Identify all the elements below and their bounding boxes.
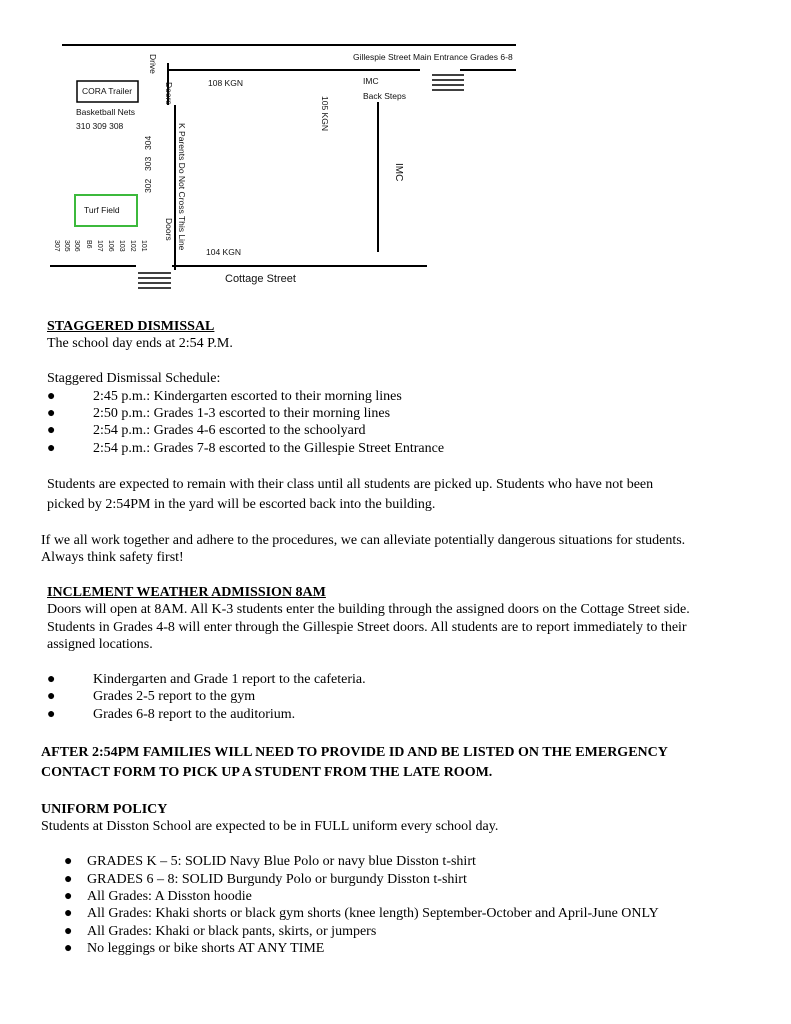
school-map [40,30,530,305]
pickup-note-line: picked by 2:54PM in the yard will be escorted back into the building. [47,497,436,512]
safety-line: Always think safety first! [41,550,184,566]
list-item: ● GRADES 6 – 8: SOLID Burgundy Polo or burgundy Disston t-shirt [64,871,467,887]
basketball-nets-label: Basketball Nets [76,107,136,117]
safety-note [41,532,685,567]
safety-line: If we all work together and adhere to the procedures, we can alleviate potentially dangerous situations for students. [41,533,686,548]
room-bottom-label: 103 [118,240,125,252]
room-bottom-label: 305 [63,240,70,252]
room-bottom-label: 307 [53,240,60,252]
list-item: ● GRADES K – 5: SOLID Navy Blue Polo or navy blue Disston t-shirt [64,854,476,870]
room-304-label: 304 [143,135,153,150]
imc-side-label: IMC [393,163,404,182]
room-bottom-label: 106 [107,240,114,252]
k-parents-label: K Parents Do Not Cross This Line [177,123,187,251]
pickup-note-line: Students are expected to remain with their class until all students are picked up. Students who have not been [47,477,654,492]
uniform-intro: Students at Disston School are expected to be in FULL uniform every school day. [41,819,499,835]
gillespie-entrance-label: Gillespie Street Main Entrance Grades 6-8 [353,52,513,62]
nets-numbers-label: 310 309 308 [76,121,124,131]
late-room-line: CONTACT FORM TO PICK UP A STUDENT FROM THE LATE ROOM. [41,764,493,780]
staggered-heading: STAGGERED DISMISSAL [47,319,215,334]
list-item: ● 2:54 p.m.: Grades 4-6 escorted to the schoolyard [47,423,366,439]
list-item: ● All Grades: Khaki or black pants, skirts, or jumpers [64,923,377,939]
uniform-section [41,801,659,958]
list-item: ● Grades 2-5 report to the gym [47,689,256,705]
list-item: ● Grades 6-8 report to the auditorium. [47,706,296,722]
doors-bottom-label: Doors [164,218,174,241]
room-bottom-label: 101 [140,240,147,252]
room-bottom-label: 107 [96,240,103,252]
late-room-line: AFTER 2:54PM FAMILIES WILL NEED TO PROVIDE ID AND BE LISTED ON THE EMERGENCY [41,745,668,760]
schedule-label: Staggered Dismissal Schedule: [47,371,221,387]
kgn-105-label: 105 KGN [320,96,330,131]
list-item: ● 2:50 p.m.: Grades 1-3 escorted to their morning lines [47,405,391,421]
staggered-dismissal-section [47,318,445,457]
inclement-line: assigned locations. [47,637,153,653]
inclement-heading: INCLEMENT WEATHER ADMISSION 8AM [47,585,326,600]
list-item: ● 2:45 p.m.: Kindergarten escorted to their morning lines [47,388,402,404]
doors-top-label: Doors [164,82,174,105]
map-lines [40,30,530,305]
list-item: ● All Grades: Khaki shorts or black gym shorts (knee length) September-October and April-June ONLY [64,906,659,922]
list-item: ● All Grades: A Disston hoodie [64,888,252,904]
room-302-label: 302 [143,178,153,193]
uniform-heading: UNIFORM POLICY [41,802,168,817]
end-time-text: The school day ends at 2:54 P.M. [47,336,233,352]
room-bottom-label: 102 [129,240,136,252]
list-item: ● No leggings or bike shorts AT ANY TIME [64,941,325,957]
pickup-note [47,475,653,515]
kgn-104-label: 104 KGN [206,247,241,257]
room-bottom-label: 306 [73,240,80,252]
room-bottom-label: B6 [85,240,92,249]
drive-label: Drive [148,54,158,74]
list-item: ● Kindergarten and Grade 1 report to the cafeteria. [47,671,366,687]
room-303-label: 303 [143,156,153,171]
cottage-street-label: Cottage Street [225,273,296,285]
back-steps-label: Back Steps [363,91,406,101]
inclement-line: Students in Grades 4-8 will enter through the Gillespie Street doors. All students are to report immediately to their [47,619,687,635]
imc-top-label: IMC [363,76,379,86]
inclement-section [47,584,690,723]
turf-field-label: Turf Field [84,205,120,215]
inclement-line: Doors will open at 8AM. All K-3 students enter the building through the assigned doors on the Cottage Street side. [47,602,690,618]
late-room-notice [41,743,668,782]
list-item: ● 2:54 p.m.: Grades 7-8 escorted to the Gillespie Street Entrance [47,440,445,456]
kgn-108-label: 108 KGN [208,78,243,88]
cora-trailer-label: CORA Trailer [82,86,133,96]
